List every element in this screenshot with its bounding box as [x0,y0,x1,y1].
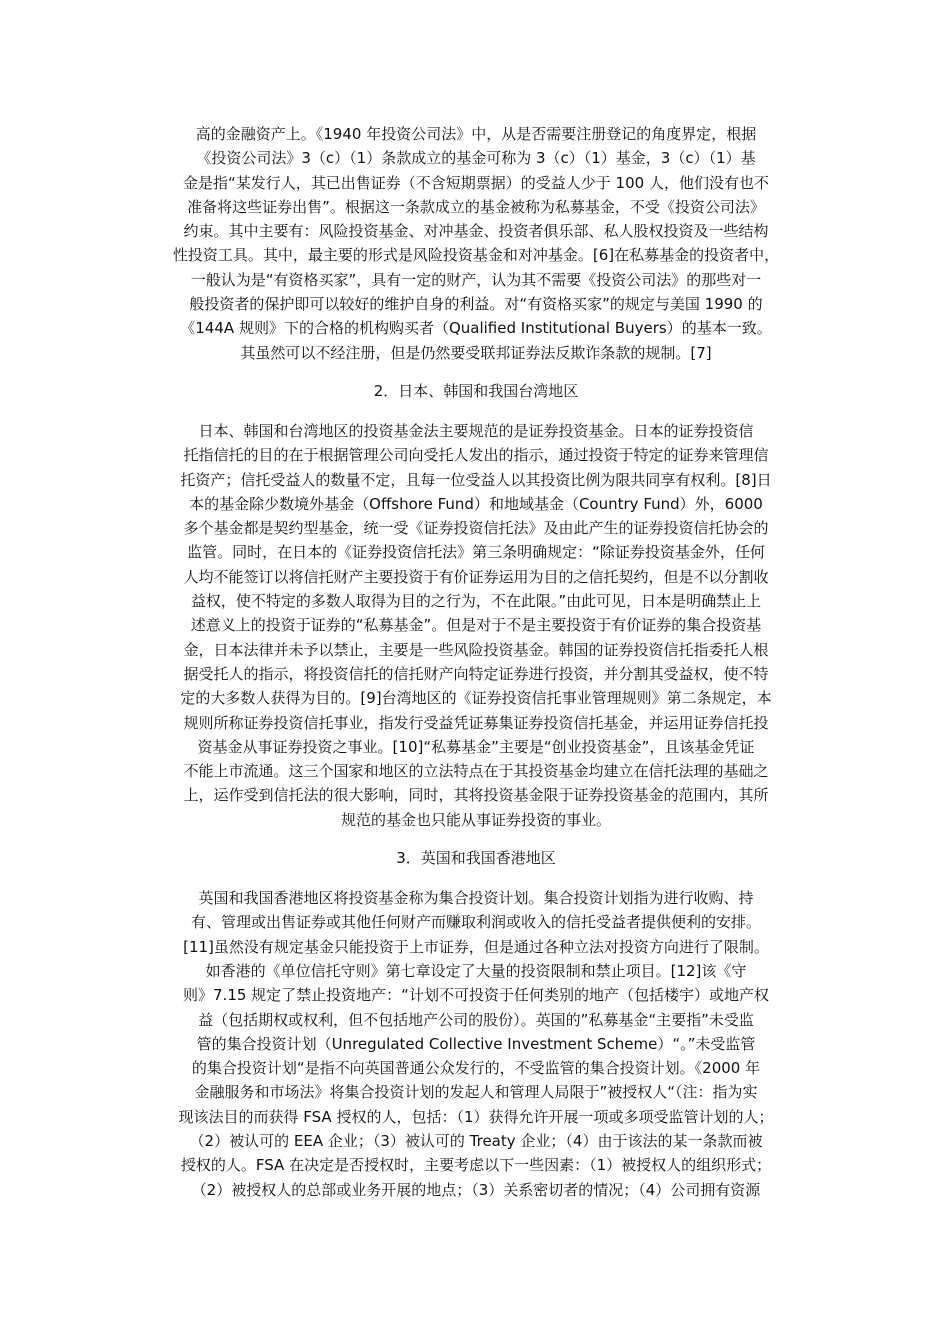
text-line: 金是指“某发行人，其已出售证券（不含短期票据）的受益人少于 100 人，他们没有也不 [183,173,769,192]
text-line: 不能上市流通。这三个国家和地区的立法特点在于其投资基金均建立在信托法理的基础之 [183,762,769,781]
text-line: 金融服务和市场法》将集合投资计划的发起人和管理人局限于”被授权人“（注：指为实 [194,1083,758,1102]
text-line: 托资产；信托受益人的数量不定，且每一位受益人以其投资比例为限共同享有权利。[8]日 [180,470,772,489]
text-line: 人均不能签订以将信托财产主要投资于有价证券运用为目的之信托契约，但是不以分割收 [183,567,769,586]
text-line: 多个基金都是契约型基金，统一受《证券投资信托法》及由此产生的证券投资信托协会的 [183,519,769,538]
text-line: 《投资公司法》3（c）（1）条款成立的基金可称为 3（c）（1）基金，3（c）（1）基 [196,149,756,168]
text-line: 《144A 规则》下的合格的机构购买者（Qualified Institutional Buyers）的基本一致。 [180,319,772,338]
document-page [138,122,814,1202]
text-line: 据受托人的指示，将投资信托的信托财产向特定证券进行投资，并分割其受益权，使不特 [183,664,769,683]
text-line: [11]虽然没有规定基金只能投资于上市证券，但是通过各种立法对投资方向进行了限制。 [183,937,769,956]
text-line: 其虽然可以不经注册，但是仍然要受联邦证券法反欺诈条款的规制。[7] [240,343,712,362]
text-line: 本的基金除少数境外基金（Offshore Fund）和地域基金（Country Fund）外，6000 [189,494,763,513]
text-line: 一般认为是“有资格买家”，具有一定的财产，认为其不需要《投资公司法》的那些对一 [190,270,762,289]
text-line: 益（包括期权或权利，但不包括地产公司的股份）。英国的”私募基金“主要指”未受监 [198,1010,754,1029]
text-line: 般投资者的保护即可以较好的维护自身的利益。对“有资格买家”的规定与美国 1990 的 [189,295,763,314]
text-line: （2）被认可的 EEA 企业；（3）被认可的 Treaty 企业；（4）由于该法的某一条款而被 [189,1131,763,1150]
text-line: 性投资工具。其中，最主要的形式是风险投资基金和对冲基金。[6]在私募基金的投资者中， [172,246,780,265]
text-line: 述意义上的投资于证券的“私募基金”。但是对于不是主要投资于有价证券的集合投资基 [190,616,762,635]
text-line: 上，运作受到信托法的很大影响，同时，其将投资基金限于证券投资基金的范围内，其所 [183,786,769,805]
text-line: 日本、韩国和台湾地区的投资基金法主要规范的是证券投资基金。日本的证券投资信 [198,421,754,440]
text-line: 如香港的《单位信托守则》第七章设定了大量的投资限制和禁止项目。[12]该《守 [205,961,747,980]
paragraph-us-private-funds [138,122,814,365]
text-line: 益权，使不特定的多数人取得为目的之行为，不在此限。”由此可见，日本是明确禁止上 [190,592,762,611]
text-line: 现该法目的而获得 FSA 授权的人，包括：（1）获得允许开展一项或多项受监管计划的人； [178,1107,774,1126]
text-line: 资基金从事证券投资之事业。[10]“私募基金”主要是“创业投资基金”，且该基金凭证 [197,737,755,756]
text-line: （2）被授权人的总部或业务开展的地点；（3）关系密切者的情况；（4）公司拥有资源 [191,1180,761,1199]
text-line: 授权的人。FSA 在决定是否授权时，主要考虑以下一些因素：（1）被授权人的组织形式； [180,1156,772,1175]
section-heading-japan-korea-taiwan: 2．日本、韩国和我国台湾地区 [373,381,579,400]
text-line: 有、管理或出售证券或其他任何财产而赚取利润或收入的信托受益者提供便利的安排。 [190,913,761,932]
text-line: 托指信托的目的在于根据管理公司向受托人发出的指示，通过投资于特定的证券来管理信 [183,446,769,465]
paragraph-japan-korea-taiwan [138,419,814,832]
text-line: 管的集合投资计划（Unregulated Collective Investment Scheme）“。”未受监管 [196,1034,756,1053]
text-line: 规则所称证券投资信托事业，指发行受益凭证募集证券投资信托基金，并运用证券信托投 [183,713,769,732]
text-line: 准备将这些证券出售”。根据这一条款成立的基金被称为私募基金，不受《投资公司法》 [187,197,765,216]
text-line: 约束。其中主要有：风险投资基金、对冲基金、投资者俱乐部、私人股权投资及一些结构 [183,222,769,241]
text-line: 定的大多数人获得为目的。[9]台湾地区的《证券投资信托事业管理规则》第二条规定，本 [180,689,772,708]
text-line: 金，日本法律并未予以禁止，主要是一些风险投资基金。韩国的证券投资信托指委托人根 [183,640,769,659]
text-line: 高的金融资产上。《1940 年投资公司法》中，从是否需要注册登记的角度界定，根据 [195,125,757,143]
text-line: 监管。同时，在日本的《证券投资信托法》第三条明确规定：“除证券投资基金外，任何 [187,543,765,562]
text-line: 则》7.15 规定了禁止投资地产：“计划不可投资于任何类别的地产（包括楼宇）或地产权 [183,986,769,1005]
text-line: 的集合投资计划“是指不向英国普通公众发行的，不受监管的集合投资计划。《2000 年 [191,1059,761,1078]
paragraph-uk-hongkong [138,886,814,1202]
text-line: 规范的基金也只能从事证券投资的事业。 [340,810,611,829]
section-heading-uk-hongkong: 3．英国和我国香港地区 [396,849,556,868]
text-line: 英国和我国香港地区将投资基金称为集合投资计划。集合投资计划指为进行收购、持 [198,889,754,908]
